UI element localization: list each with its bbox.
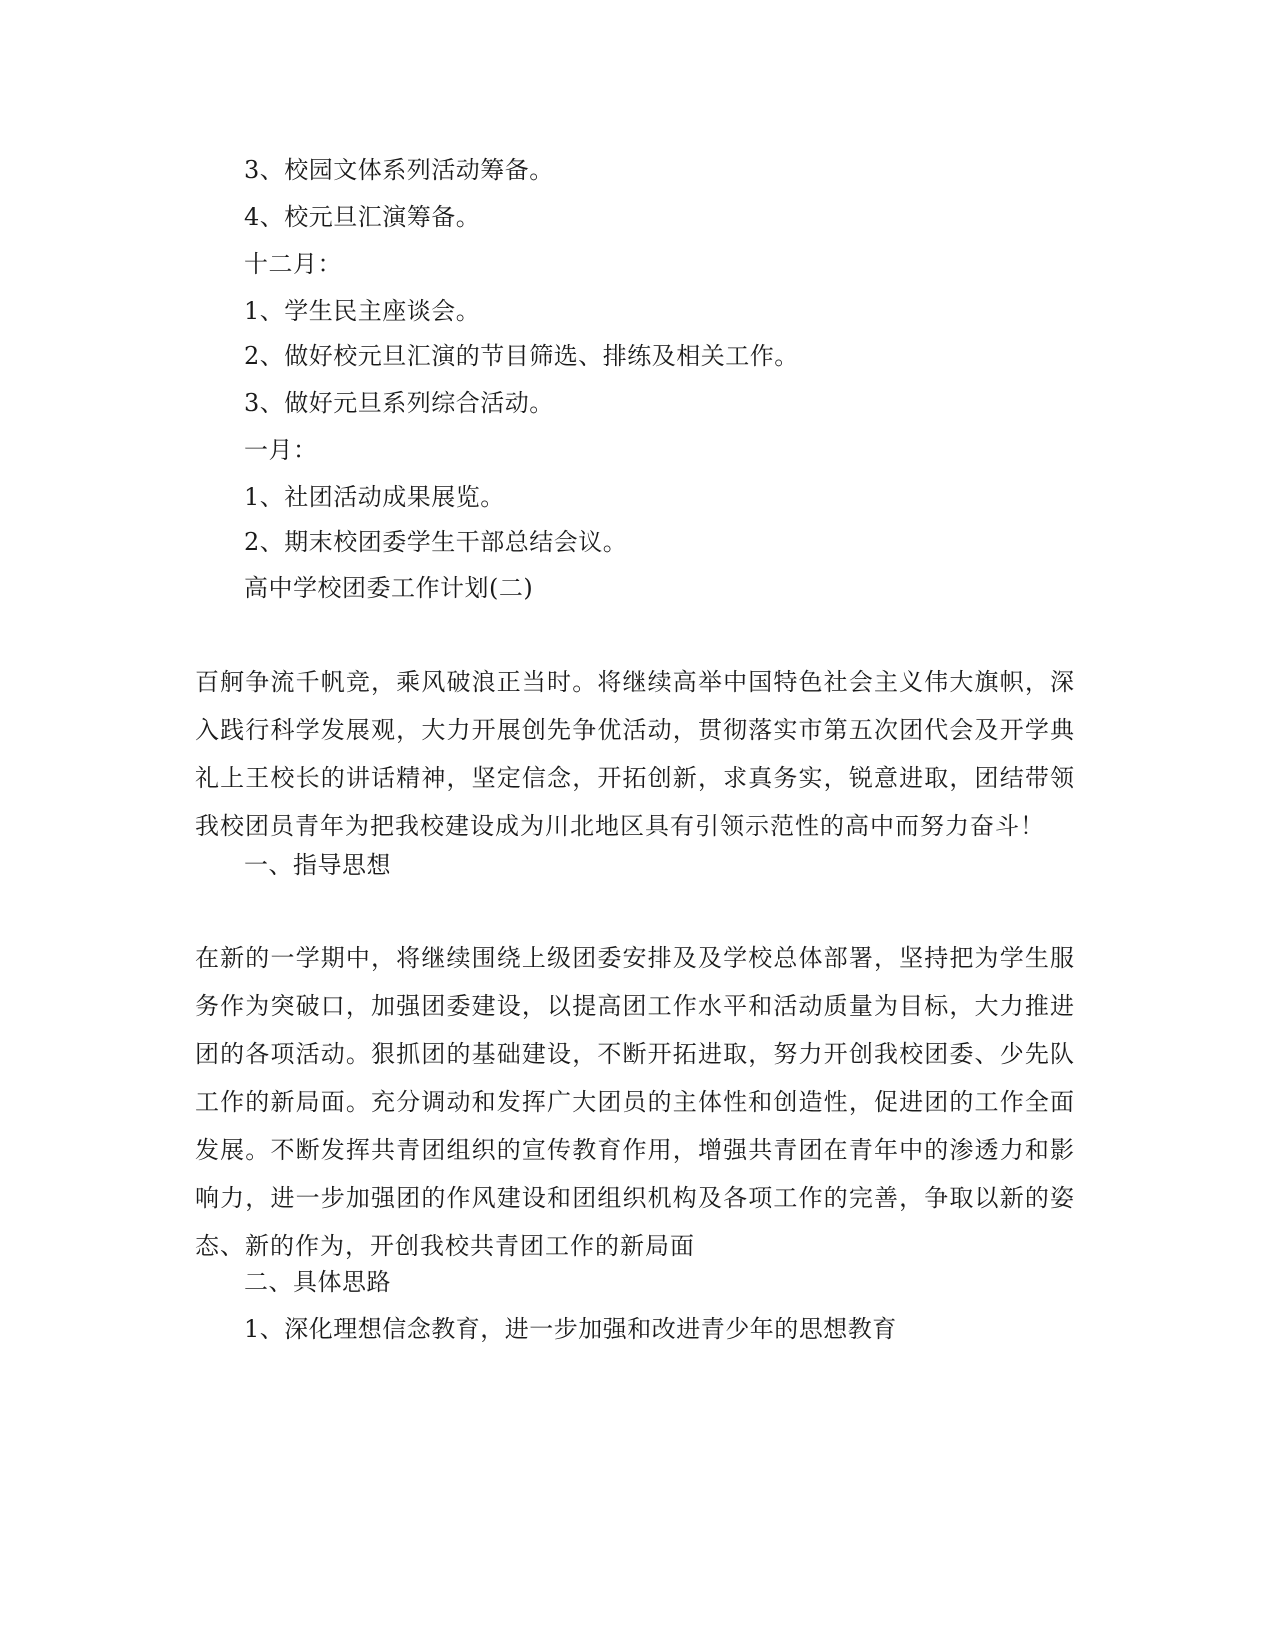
list-item: 1、社团活动成果展览。 [244,483,505,511]
section-title: 高中学校团委工作计划(二) [244,574,534,602]
month-heading: 十二月： [244,250,342,278]
list-item: 1、深化理想信念教育，进一步加强和改进青少年的思想教育 [244,1315,897,1343]
intro-paragraph: 百舸争流千帆竞，乘风破浪正当时。将继续高举中国特色社会主义伟大旗帜，深入践行科学发展观，大力开展创先争优活动，贯彻落实市第五次团代会及开学典礼上王校长的讲话精神，坚定信念，开拓创新，求真务实，锐意进取，团结带领我校团员青年为把我校建设成为川北地区具有引领示范性的高中而努力奋斗！ [195,668,1075,840]
list-item: 2、做好校元旦汇演的节目筛选、排练及相关工作。 [244,342,799,370]
list-item: 2、期末校团委学生干部总结会议。 [244,528,628,556]
list-item: 4、校元旦汇演筹备。 [244,203,481,231]
heading-specific-ideas: 二、具体思路 [244,1268,391,1296]
list-item: 3、校园文体系列活动筹备。 [244,156,554,184]
list-item: 1、学生民主座谈会。 [244,297,481,325]
guiding-paragraph: 在新的一学期中，将继续围绕上级团委安排及及学校总体部署，坚持把为学生服务作为突破口，加强团委建设，以提高团工作水平和活动质量为目标，大力推进团的各项活动。狠抓团的基础建设，不断开拓进取，努力开创我校团委、少先队工作的新局面。充分调动和发挥广大团员的主体性和创造性，促进团的工作全面发展。不断发挥共青团组织的宣传教育作用，增强共青团在青年中的渗透力和影响力，进一步加强团的作风建设和团组织机构及各项工作的完善，争取以新的姿态、新的作为，开创我校共青团工作的新局面 [195,944,1075,1260]
heading-guiding-thought: 一、指导思想 [244,851,391,879]
list-item: 3、做好元旦系列综合活动。 [244,389,554,417]
month-heading: 一月： [244,436,318,464]
